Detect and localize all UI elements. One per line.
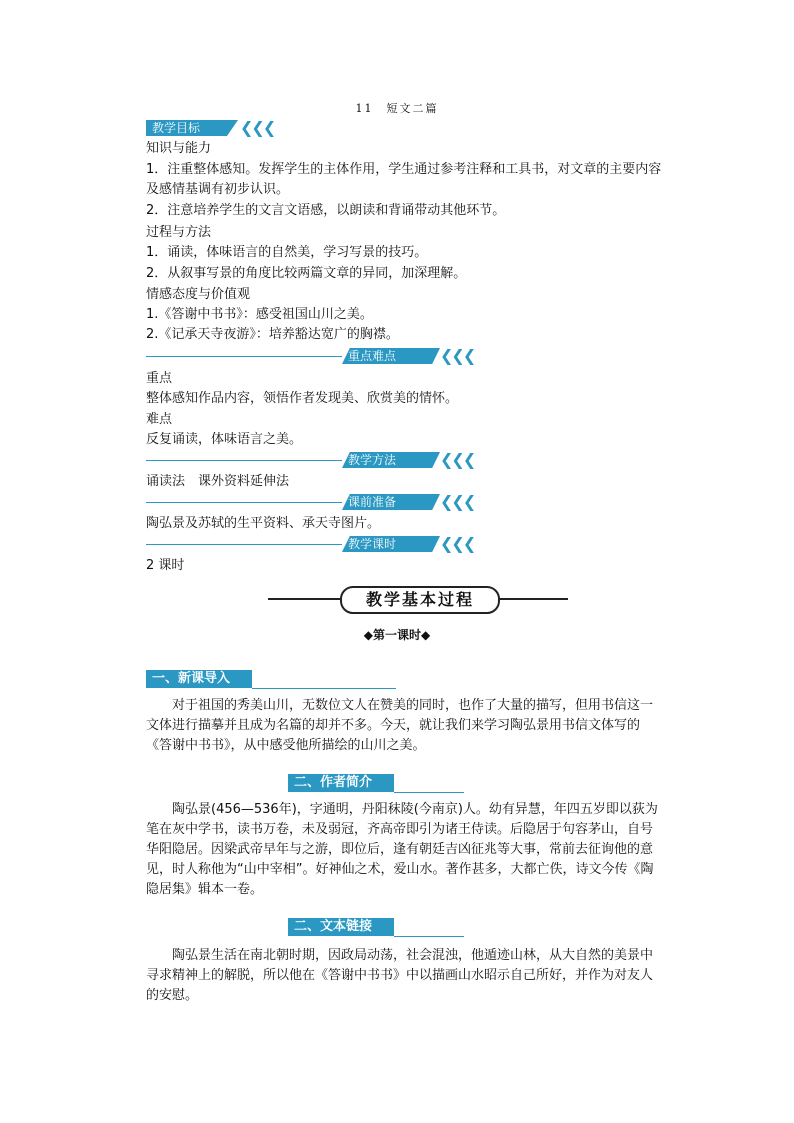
chevron-arrows-icon: ❮❮❮ <box>440 492 475 511</box>
chevron-arrows-icon: ❮❮❮ <box>440 346 475 365</box>
subheading-knowledge: 知识与能力 <box>146 141 212 156</box>
key-point-text: 整体感知作品内容，领悟作者发现美、欣赏美的情怀。 <box>146 391 459 406</box>
chevron-arrows-icon: ❮❮❮ <box>440 534 475 553</box>
banner-title: 教学基本过程 <box>340 586 500 614</box>
section-label-prep: 课前准备 <box>342 494 440 510</box>
context-paragraph: 陶弘景生活在南北朝时期，因政局动荡，社会混浊，他遁迹山林，从大自然的美景中寻求精神上的解脱，所以他在《答谢中书书》中以描画山水昭示自己所好，并作为对友人的安慰。 <box>146 948 654 1003</box>
objective-paragraph: 2.《记承天寺夜游》：培养豁达宽广的胸襟。 <box>146 327 399 342</box>
process-banner <box>318 586 518 612</box>
section-label-key-points: 重点难点 <box>342 348 440 364</box>
lesson-label: ◆第一课时◆ <box>363 628 431 642</box>
page-header-title: 11 短文二篇 <box>355 102 439 115</box>
subheading-key: 重点 <box>146 371 173 386</box>
section-label-objectives: 教学目标 <box>146 120 238 136</box>
part-heading-context: 二、文本链接 <box>288 918 394 936</box>
chevron-arrows-icon: ❮❮❮ <box>240 118 275 137</box>
intro-paragraph: 对于祖国的秀美山川，无数位文人在赞美的同时，也作了大量的描写，但用书信这一文体进行描摹并且成为名篇的却并不多。今天，就让我们来学习陶弘景用书信文体写的《答谢中书书》，从中感受他所描绘的山川之美。 <box>146 698 654 753</box>
objective-paragraph: 2．从叙事写景的角度比较两篇文章的异同，加深理解。 <box>146 266 467 281</box>
author-paragraph: 陶弘景(456—536年)，字通明，丹阳秣陵(今南京)人。幼有异慧，年四五岁即以荻为笔在灰中学书，读书万卷，未及弱冠，齐高帝即引为诸王侍读。后隐居于句容茅山，自号华阳隐居。因梁武帝早年与之游，即位后，逢有朝廷吉凶征兆等大事，常前去征询他的意见，时人称他为“山中宰相”。好神仙之术，爱山水。著作甚多，大都亡佚，诗文今传《陶隐居集》辑本一卷。 <box>146 802 658 897</box>
hours-text: 2 课时 <box>146 558 185 573</box>
part-heading-intro: 一、新课导入 <box>146 670 252 688</box>
objective-paragraph: 1.《答谢中书书》：感受祖国山川之美。 <box>146 307 373 322</box>
section-label-hours: 教学课时 <box>342 536 440 552</box>
chevron-arrows-icon: ❮❮❮ <box>440 450 475 469</box>
objective-paragraph: 1．诵读，体味语言的自然美，学习写景的技巧。 <box>146 245 428 260</box>
methods-text: 诵读法 课外资料延伸法 <box>146 474 290 489</box>
subheading-attitude: 情感态度与价值观 <box>146 287 251 302</box>
difficulty-text: 反复诵读，体味语言之美。 <box>146 432 303 447</box>
prep-text: 陶弘景及苏轼的生平资料、承天寺图片。 <box>146 516 381 531</box>
subheading-difficulty: 难点 <box>146 412 173 427</box>
objective-paragraph: 1．注重整体感知。发挥学生的主体作用，学生通过参考注释和工具书，对文章的主要内容及感情基调有初步认识。 <box>146 162 662 197</box>
subheading-process: 过程与方法 <box>146 225 212 240</box>
objective-paragraph: 2．注意培养学生的文言文语感，以朗读和背诵带动其他环节。 <box>146 203 506 218</box>
section-label-methods: 教学方法 <box>342 452 440 468</box>
part-heading-author: 二、作者简介 <box>288 774 394 792</box>
